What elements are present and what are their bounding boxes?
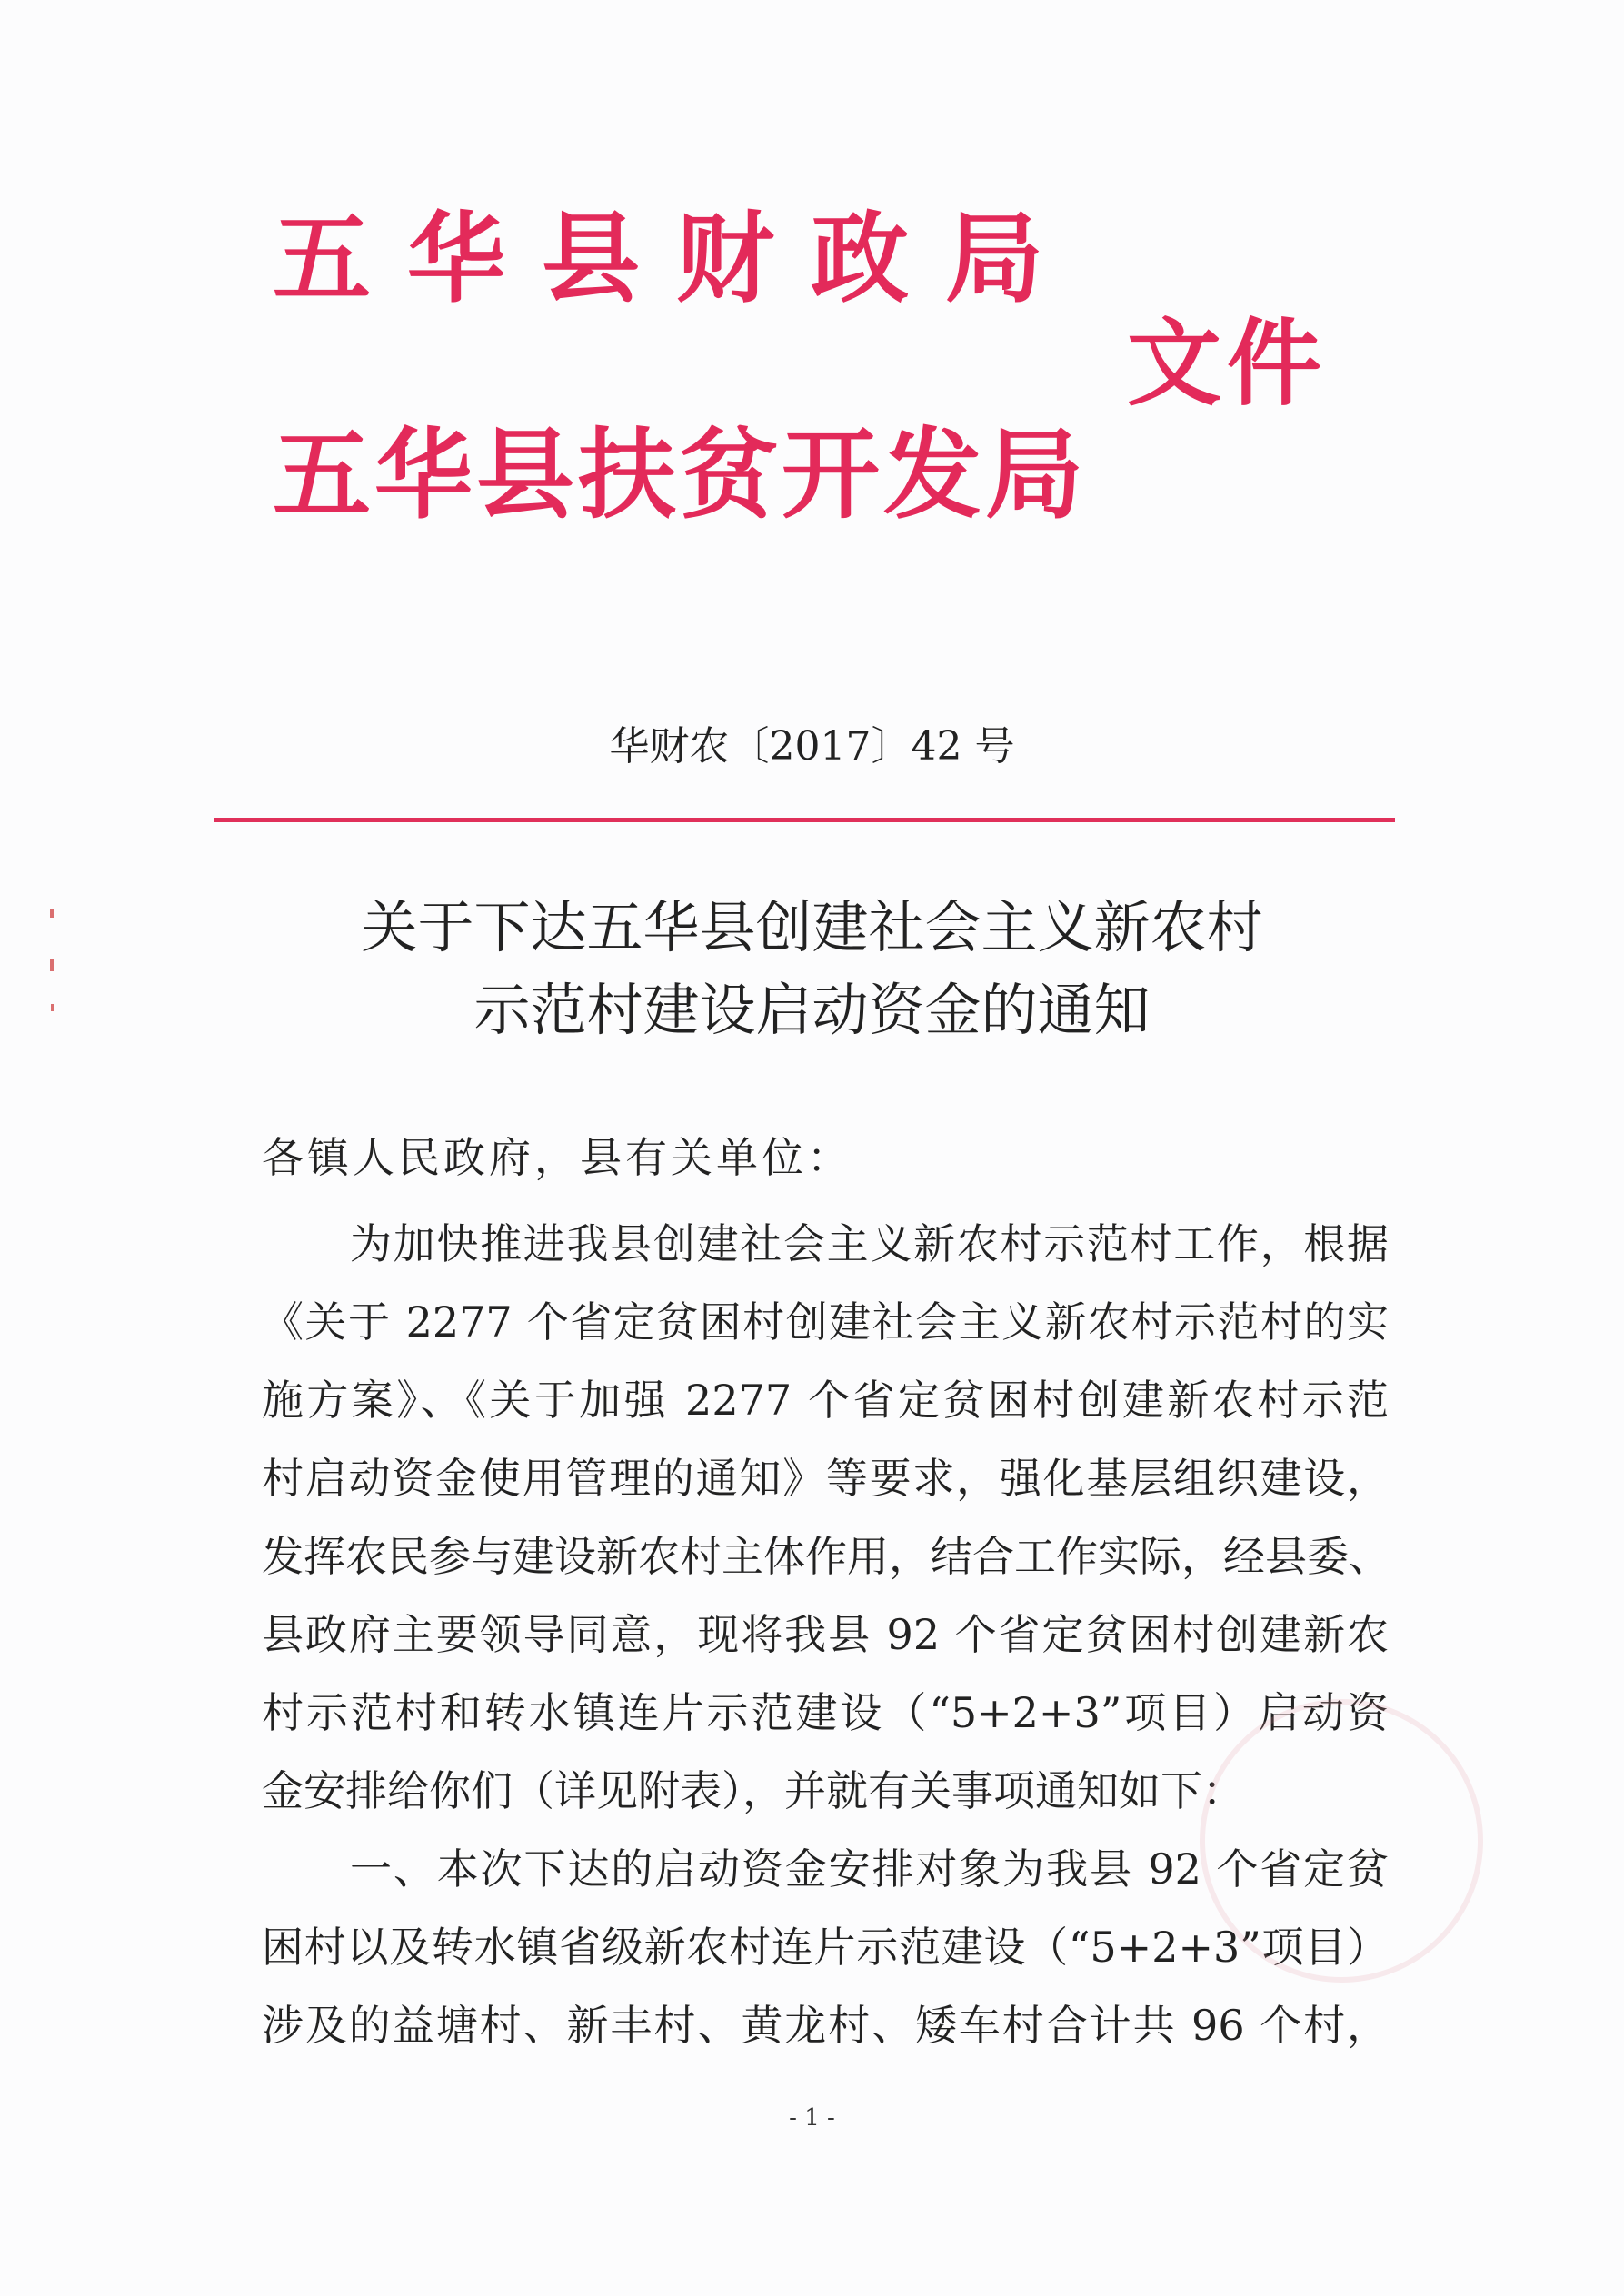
body-line: 村启动资金使用管理的通知》等要求，强化基层组织建设， bbox=[262, 1454, 1389, 1503]
body-line: 县政府主要领导同意，现将我县 92 个省定贫困村创建新农 bbox=[262, 1610, 1389, 1659]
document-title-line-1: 关于下达五华县创建社会主义新农村 bbox=[361, 894, 1263, 960]
page-number: - 1 - bbox=[789, 2104, 835, 2132]
body-line: 发挥农民参与建设新农村主体作用，结合工作实际，经县委、 bbox=[262, 1532, 1390, 1581]
body-line: 涉及的益塘村、新丰村、黄龙村、矮车村合计共 96 个村， bbox=[262, 2001, 1389, 2050]
document-number: 华财农〔2017〕42 号 bbox=[609, 723, 1015, 770]
document-title-line-2: 示范村建设启动资金的通知 bbox=[473, 977, 1151, 1043]
body-line: 金安排给你们（详见附表），并就有关事项通知如下： bbox=[262, 1766, 1244, 1815]
scan-artifact bbox=[50, 959, 54, 971]
scan-artifact bbox=[50, 909, 54, 918]
masthead-document-label: 文件 bbox=[1127, 308, 1328, 419]
body-line: 为加快推进我县创建社会主义新农村示范村工作，根据 bbox=[350, 1219, 1389, 1268]
salutation: 各镇人民政府，县有关单位： bbox=[262, 1133, 852, 1182]
body-line: 困村以及转水镇省级新农村连片示范建设（“5+2+3”项目） bbox=[262, 1923, 1389, 1972]
body-line: 一、本次下达的启动资金安排对象为我县 92 个省定贫 bbox=[350, 1844, 1389, 1893]
masthead-poverty-bureau: 五华县扶贫开发局 bbox=[273, 419, 1088, 532]
red-divider-line bbox=[214, 818, 1395, 822]
body-line: 村示范村和转水镇连片示范建设（“5+2+3”项目）启动资 bbox=[262, 1688, 1389, 1737]
scan-artifact bbox=[51, 1004, 54, 1011]
faint-seal-stamp bbox=[1200, 1699, 1483, 1983]
masthead-finance-bureau: 五华县财政局 bbox=[273, 203, 1081, 316]
body-line: 施方案》、《关于加强 2277 个省定贫困村创建新农村示范 bbox=[262, 1376, 1389, 1425]
body-line: 《关于 2277 个省定贫困村创建社会主义新农村示范村的实 bbox=[262, 1297, 1389, 1347]
